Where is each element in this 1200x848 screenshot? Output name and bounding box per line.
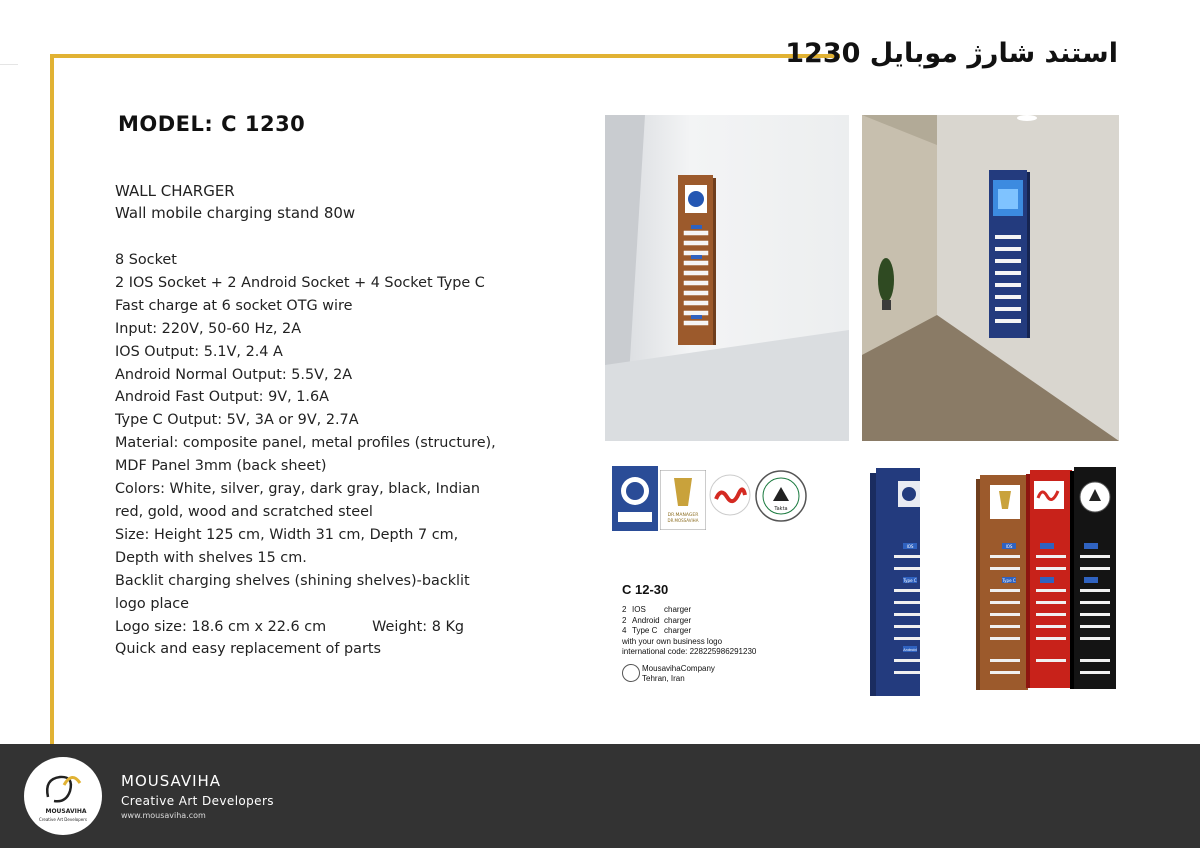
svg-text:IOS: IOS bbox=[1005, 544, 1013, 549]
caption-logo-line: with your own business logo bbox=[622, 636, 723, 646]
spec-line: Android Fast Output: 9V, 1.6A bbox=[115, 389, 329, 406]
spec-line: Material: composite panel, metal profiles (structure), bbox=[115, 435, 496, 452]
spec-line: Depth with shelves 15 cm. bbox=[115, 549, 307, 566]
spec-line: 8 Socket bbox=[115, 252, 177, 268]
logo-size: Logo size: 18.6 cm x 22.6 cm bbox=[115, 618, 327, 635]
footer-tagline: Creative Art Developers bbox=[121, 794, 274, 808]
footer-logo-sub: Creative Art Developers bbox=[39, 817, 87, 822]
spec-line: Quick and easy replacement of parts bbox=[115, 641, 382, 658]
model-heading: MODEL: C 1230 bbox=[118, 112, 306, 136]
badge-2-line-2: DR.MOSSAVIHA bbox=[667, 518, 699, 523]
stand-renders bbox=[870, 465, 1120, 705]
intro-line-1: WALL CHARGER bbox=[115, 182, 235, 200]
spec-line: IOS Output: 5.1V, 2.4 A bbox=[115, 343, 283, 360]
svg-text:IOS: IOS bbox=[906, 544, 914, 549]
caption-row: 2 Android charger bbox=[622, 615, 692, 625]
persian-title: استند شارژ موبایل 1230 bbox=[785, 38, 1118, 69]
caption-code: C 12-30 bbox=[622, 582, 669, 597]
spec-line: Colors: White, silver, gray, dark gray, black, Indian bbox=[115, 481, 481, 498]
footer-brand: MOUSAVIHA bbox=[121, 772, 222, 790]
gold-frame-top bbox=[50, 54, 840, 58]
footer-logo-name: MOUSAVIHA bbox=[45, 808, 87, 815]
spec-line: Fast charge at 6 socket OTG wire bbox=[115, 297, 353, 314]
badge-takta-seal bbox=[754, 469, 808, 527]
spec-line: Backlit charging shelves (shining shelves)-backlit bbox=[115, 572, 470, 589]
spec-line: red, gold, wood and scratched steel bbox=[115, 503, 373, 520]
spec-line: Type C Output: 5V, 3A or 9V, 2.7A bbox=[115, 412, 359, 429]
badge-2-line-1: DR.MANAGER bbox=[667, 513, 699, 518]
svg-text:Android: Android bbox=[903, 648, 917, 652]
caption-row: 4 Type C charger bbox=[622, 626, 692, 635]
badge-red-brand bbox=[707, 471, 753, 523]
intro-line-2: Wall mobile charging stand 80w bbox=[115, 204, 356, 222]
weight: Weight: 8 Kg bbox=[372, 618, 465, 635]
spec-line: logo place bbox=[115, 595, 190, 612]
intro-block bbox=[115, 180, 355, 224]
badge-4-label: Takta bbox=[774, 506, 788, 512]
spec-line: Size: Height 125 cm, Width 31 cm, Depth 7 cm, bbox=[115, 526, 459, 543]
badge-social-security bbox=[612, 466, 658, 535]
footer-website-link[interactable]: www.mousaviha.com bbox=[121, 811, 206, 820]
company-city: Tehran, Iran bbox=[642, 674, 685, 683]
svg-text:Type C: Type C bbox=[1002, 578, 1016, 583]
spec-list bbox=[115, 249, 535, 661]
company-name: MousavihaCompany bbox=[642, 664, 715, 673]
product-caption bbox=[622, 582, 757, 683]
badge-manager-award bbox=[660, 470, 706, 534]
svg-text:Type C: Type C bbox=[903, 578, 917, 583]
spec-line: 2 IOS Socket + 2 Android Socket + 4 Socket Type C bbox=[115, 274, 485, 291]
spec-line-size-weight bbox=[115, 616, 535, 639]
company-logo-icon bbox=[622, 664, 640, 682]
spec-line: MDF Panel 3mm (back sheet) bbox=[115, 458, 327, 475]
company-logo-icon bbox=[24, 757, 102, 835]
photo-navy-stand bbox=[862, 115, 1119, 441]
spec-line: Android Normal Output: 5.5V, 2A bbox=[115, 366, 353, 383]
edge-divider bbox=[0, 64, 18, 65]
caption-row: 2 IOS charger bbox=[622, 605, 692, 614]
photo-wood-stand bbox=[605, 115, 849, 441]
spec-line: Input: 220V, 50-60 Hz, 2A bbox=[115, 320, 302, 337]
caption-intl-code: international code: 228225986291230 bbox=[622, 647, 757, 656]
gold-frame-left bbox=[50, 54, 54, 744]
